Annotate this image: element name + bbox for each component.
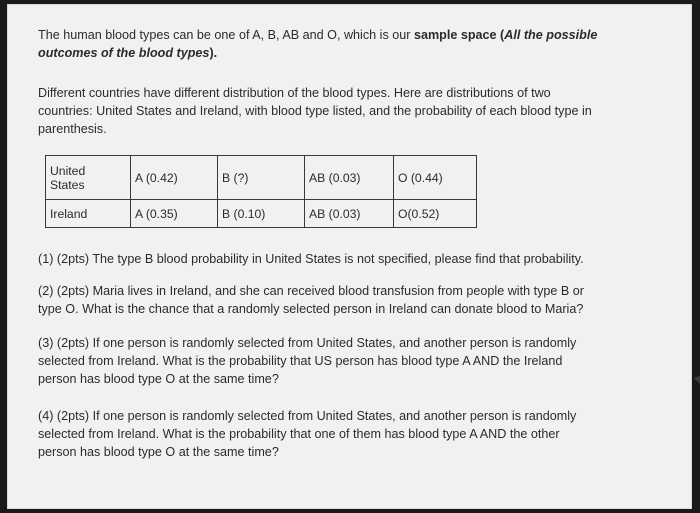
country-cell: Ireland [46, 200, 131, 228]
table-row [46, 200, 477, 228]
question-4-line-3: person has blood type O at the same time? [38, 445, 279, 459]
type-ab-cell: AB (0.03) [305, 200, 394, 228]
question-2-line-2: type O. What is the chance that a randomly selected person in Ireland can donate blood to Maria? [38, 302, 584, 316]
intro-end: ). [209, 46, 218, 60]
mouse-cursor-icon [694, 375, 700, 388]
description-line-2: countries: United States and Ireland, with blood type listed, and the probability of each blood type in [38, 104, 592, 118]
type-b-cell: B (?) [218, 156, 305, 200]
blood-type-table [45, 155, 477, 228]
question-2-line-1: (2) (2pts) Maria lives in Ireland, and she can received blood transfusion from people with type B or [38, 284, 585, 298]
type-ab-cell: AB (0.03) [305, 156, 394, 200]
sample-space-term: sample space ( [413, 28, 505, 42]
intro-italic-text: All the possible [504, 28, 598, 42]
type-o-cell: O(0.52) [394, 200, 477, 228]
document-page [7, 4, 692, 509]
description-line-1: Different countries have different distribution of the blood types. Here are distributions of two [38, 86, 551, 100]
type-a-cell: A (0.42) [131, 156, 218, 200]
question-1: (1) (2pts) The type B blood probability in United States is not specified, please find that probability. [38, 252, 584, 266]
question-4-line-1: (4) (2pts) If one person is randomly selected from United States, and another person is randomly [38, 409, 577, 423]
type-b-cell: B (0.10) [218, 200, 305, 228]
table-row [46, 156, 477, 200]
intro-line-2 [38, 44, 217, 62]
question-4-line-2: selected from Ireland. What is the probability that one of them has blood type A AND the other [38, 427, 560, 441]
country-name: United [50, 163, 86, 178]
type-o-cell: O (0.44) [394, 156, 477, 200]
country-cell [46, 156, 131, 200]
question-3-line-1: (3) (2pts) If one person is randomly selected from United States, and another person is randomly [38, 336, 577, 350]
question-3-line-2: selected from Ireland. What is the probability that US person has blood type A AND the Ireland [38, 354, 563, 368]
intro-text: The human blood types can be one of A, B, AB and O, which is our [38, 28, 411, 42]
type-a-cell: A (0.35) [131, 200, 218, 228]
country-name-line-2: States [50, 177, 85, 192]
description-line-3: parenthesis. [38, 122, 107, 136]
question-3-line-3: person has blood type O at the same time? [38, 372, 279, 386]
intro-italic-text-2: outcomes of the blood types [38, 46, 210, 60]
intro-line-1 [38, 26, 597, 44]
